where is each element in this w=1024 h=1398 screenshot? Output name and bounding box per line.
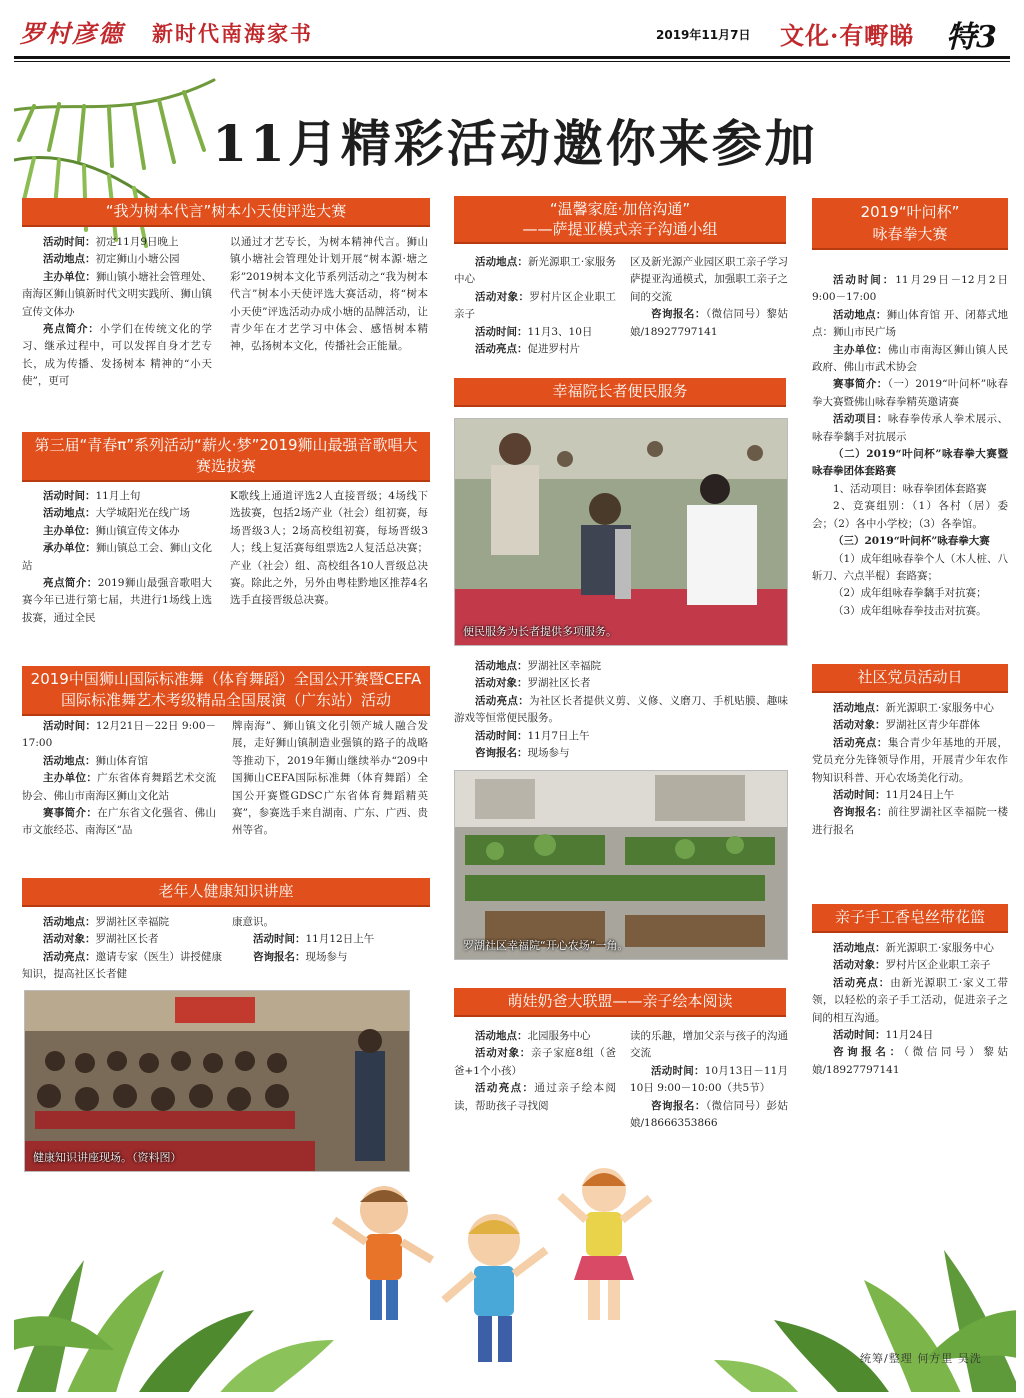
info-line: [22, 540, 212, 575]
info-label: 活动时间：: [43, 490, 96, 502]
section-body-health-right: [232, 914, 428, 966]
info-line: （3）成年组咏春拳技击对抗赛。: [833, 604, 987, 617]
paragraph: 读的乐趣，增加父亲与孩子的沟通交流: [630, 1030, 788, 1060]
info-label: 主办单位：: [833, 343, 888, 356]
newspaper-subtitle: 新时代南海家书: [152, 21, 313, 46]
info-line: [812, 940, 1008, 957]
main-title: 11月精彩活动邀你来参加: [212, 114, 818, 173]
section-header-soap-flower: 亲子手工香皂丝带花篮: [812, 904, 1008, 933]
photo-caption: 罗湖社区幸福院“开心农场”一角。: [463, 939, 629, 952]
info-line: （三）2019“叶问杯”咏春拳大赛: [833, 535, 990, 548]
info-value: 罗湖社区青少年群体: [885, 719, 980, 732]
photo-caption: 健康知识讲座现场。（资料图）: [33, 1151, 182, 1164]
section-body-tree-angel-right: [230, 234, 428, 356]
section-header-wing-chun: [812, 198, 1008, 250]
info-label: 主办单位：: [43, 524, 96, 537]
info-line: [22, 321, 212, 391]
photo-caption: 便民服务为长者提供多项服务。: [463, 625, 617, 638]
info-value: 邀请专家（医生）讲授健康知识，提高社区长者健: [22, 950, 222, 981]
info-value: 小学们在传统文化的学习、继承过程中，可以发挥自身才艺专长，成为传播、发扬树本 精神的“小天使”，更可: [22, 323, 213, 388]
info-line: [454, 341, 616, 358]
info-line: [22, 914, 222, 931]
info-label: 活动时间：: [43, 720, 96, 732]
info-label: 活动地点：: [475, 256, 528, 268]
section-header-family-communication: [454, 196, 786, 244]
lecture-photo: [24, 990, 410, 1172]
info-value: 10月13日－11月10日 9:00－10:00（共5节）: [630, 1064, 788, 1095]
info-value: 大学城阳光在线广场: [95, 507, 190, 520]
info-label: 咨询报名：: [833, 1046, 904, 1059]
info-value: 现场参与: [305, 950, 348, 963]
info-line: [22, 505, 212, 522]
info-line: [22, 805, 216, 840]
info-value: 为社区长者提供义剪、义修、义磨刀、手机贴膜、趣味游戏等恒常便民服务。: [454, 694, 789, 725]
header-line: ——萨提亚模式亲子沟通小组: [522, 220, 718, 238]
info-value: 罗湖社区幸福院: [527, 660, 601, 672]
info-label: 活动亮点：: [43, 950, 96, 963]
info-value: 北园服务中心: [527, 1030, 591, 1042]
header-line: “温馨家庭·加倍沟通”: [549, 200, 691, 218]
info-label: 活动对象：: [833, 959, 886, 972]
info-value: 狮山镇总工会、狮山文化站: [22, 542, 213, 572]
info-value: 由新光源职工·家义工带领，以轻松的亲子手工活动，促进亲子之间的相互沟通。: [812, 976, 1008, 1024]
section-body-reading-left: [454, 1028, 616, 1115]
info-label: 活动时间：: [475, 729, 528, 742]
info-label: 活动亮点：: [475, 694, 530, 707]
info-value: （一）2019“叶问杯”咏春拳大赛暨佛山咏春拳精英邀请赛: [812, 378, 1008, 408]
info-label: 活动对象：: [475, 290, 530, 303]
section-header-tree-angel: “我为树本代言”树本小天使评选大赛: [22, 198, 430, 227]
elder-service-photo: [454, 418, 788, 646]
masthead-rule-thin: [14, 61, 1010, 62]
info-label: 主办单位：: [43, 270, 96, 283]
info-label: 活动时间：: [833, 789, 886, 802]
info-line: [454, 693, 788, 728]
section-body-tree-angel-left: [22, 234, 212, 391]
info-line: [22, 523, 212, 540]
masthead: [0, 0, 1024, 66]
info-line: [812, 735, 1008, 787]
info-value: 罗湖社区幸福院: [95, 916, 169, 928]
section-body-dance-left: [22, 718, 216, 840]
info-line: [812, 787, 1008, 804]
info-line: [630, 1098, 788, 1133]
children-jumping-illustration: [314, 1150, 674, 1390]
info-line: [22, 718, 216, 753]
info-value: （微信同号）黎姑娘/18927797141: [812, 1046, 1009, 1076]
info-value: 11月7日上午: [527, 729, 590, 742]
info-label: 活动地点：: [475, 1030, 528, 1042]
info-value: （微信同号）黎姑娘/18927797141: [630, 308, 789, 338]
info-label: 活动亮点：: [833, 736, 888, 749]
editor-credit: 统筹/整理 何方里 吴洗: [860, 1352, 982, 1365]
paragraph: K歌线上通道评选2人直接晋级；4场线下选拔赛，包括2场产业（社会）组初赛，每场晋级3人；2场高校组初赛，每场晋级3人；线上复活赛每组票选2人复活总决赛；产业（社会）组、高校组各10人晋级总决赛。除此之外，另外由粤桂黔地区推荐4名选手直接晋级总决赛。: [230, 490, 428, 607]
header-line: 2019“叶问杯”: [860, 203, 960, 221]
info-label: 亮点简介：: [43, 323, 100, 336]
info-value: 促进罗村片: [527, 343, 580, 356]
info-value: 前往罗湖社区幸福院一楼进行报名: [812, 806, 1009, 836]
info-line: 1、活动项目：咏春拳团体套路赛: [833, 482, 987, 495]
info-line: [22, 575, 212, 627]
info-line: [812, 376, 1008, 411]
info-label: 咨询报名：: [475, 747, 528, 760]
section-body-reading-right: [630, 1028, 788, 1132]
info-line: [232, 949, 428, 966]
info-value: 2019狮山最强音歌唱大赛今年已进行第七届，共进行1场线上选拔赛，通过全民: [22, 577, 212, 624]
info-label: 承办单位：: [43, 542, 96, 555]
info-line: （2）成年组咏春拳黐手对抗赛；: [833, 587, 987, 600]
info-label: 活动亮点：: [475, 343, 528, 356]
info-value: 在广东省文化强省、佛山市文旅经芯、南海区“品: [22, 807, 217, 837]
info-label: 活动地点：: [833, 308, 887, 321]
info-value: 狮山镇宣传文体办: [95, 524, 180, 537]
info-value: 新光源职工·家服务中心: [454, 256, 617, 286]
info-label: 活动地点：: [43, 507, 96, 520]
feature-panel: [14, 70, 1016, 1392]
info-label: 活动时间：: [833, 274, 896, 286]
info-line: [22, 488, 212, 505]
info-value: 通过亲子绘本阅读，帮助孩子寻找阅: [454, 1082, 617, 1112]
info-value: 12月21日－22日 9:00－17:00: [22, 720, 217, 750]
info-line: [22, 269, 212, 321]
section-header-elder-service: 幸福院长者便民服务: [454, 378, 786, 407]
info-label: 活动时间：: [253, 933, 306, 946]
info-line: [812, 272, 1008, 307]
info-value: 罗湖社区长者: [95, 933, 159, 946]
info-line: [454, 658, 788, 675]
info-value: 11月24日上午: [885, 789, 955, 802]
info-line: （1）成年组咏春拳个人（木人桩、八斩刀、六点半棍）套路赛；: [812, 552, 1008, 582]
info-value: （微信同号）彭姑娘/18666353866: [630, 1099, 789, 1130]
info-line: [454, 675, 788, 692]
info-value: 咏春拳传承人拳术展示、咏春拳黐手对抗展示: [812, 413, 1009, 443]
farm-photo: [454, 770, 788, 960]
section-body-wing-chun: [812, 272, 1008, 620]
info-label: 活动地点：: [475, 660, 528, 672]
info-label: 活动时间：: [833, 1029, 886, 1042]
info-label: 活动时间：: [651, 1064, 705, 1077]
info-value: 现场参与: [527, 747, 570, 760]
section-body-family-left: [454, 254, 616, 358]
rooftop-farm-image: [455, 771, 788, 960]
info-value: 新光源职工·家服务中心: [885, 942, 994, 954]
issue-date: 2019年11月7日: [656, 28, 751, 42]
info-value: 新光源职工·家服务中心: [885, 702, 994, 714]
info-label: 活动地点：: [43, 754, 96, 767]
info-line: [454, 1028, 616, 1045]
section-header-health-lecture: 老年人健康知识讲座: [22, 878, 430, 907]
info-value: 亲子家庭8组（爸爸+1个小孩）: [454, 1047, 616, 1077]
info-line: [22, 753, 216, 770]
section-header-singing-contest: 第三届“青春π”系列活动“薪火·梦”2019狮山最强音歌唱大赛选拔赛: [22, 432, 430, 482]
section-body-elder-service: [454, 658, 788, 762]
section-header-party-day: 社区党员活动日: [812, 664, 1008, 693]
info-line: [812, 342, 1008, 377]
info-label: 赛事简介：: [833, 378, 888, 391]
info-line: [812, 307, 1008, 342]
info-value: 初定11月9日晚上: [95, 236, 179, 248]
masthead-rule: [14, 56, 1010, 59]
info-value: 狮山体育馆: [95, 754, 148, 767]
info-label: 咨询报名：: [833, 806, 888, 819]
info-label: 活动地点：: [43, 253, 96, 266]
info-value: 广东省体育舞蹈艺术交流协会、佛山市南海区狮山文化站: [22, 772, 217, 802]
info-line: [454, 289, 616, 324]
info-line: [22, 251, 212, 268]
info-line: [812, 700, 1008, 717]
info-label: 活动时间：: [43, 236, 96, 248]
info-label: 活动对象：: [475, 1047, 531, 1060]
lecture-audience-image: [25, 991, 410, 1172]
info-line: [454, 745, 788, 762]
info-line: [630, 1063, 788, 1098]
info-label: 活动亮点：: [833, 976, 891, 989]
info-line: [812, 717, 1008, 734]
info-value: 罗村片区企业职工亲子: [454, 290, 616, 321]
info-label: 活动地点：: [833, 702, 886, 714]
section-body-dance-right: [232, 718, 428, 840]
info-value: 狮山镇小塘社会管理处、南海区狮山镇新时代文明实践所、狮山镇宣传文体办: [22, 270, 213, 318]
info-label: 活动对象：: [475, 677, 528, 690]
section-body-soap-flower: [812, 940, 1008, 1079]
info-label: 亮点简介：: [43, 577, 98, 590]
info-label: 活动对象：: [43, 933, 96, 946]
info-label: 活动对象：: [833, 719, 886, 732]
info-line: [812, 804, 1008, 839]
paragraph: 区及新光源产业园区职工亲子学习萨提亚沟通模式，加强职工亲子之间的交流: [630, 256, 788, 303]
section-body-singing-left: [22, 488, 212, 627]
section-body-party-day: [812, 700, 1008, 839]
info-label: 赛事简介：: [43, 807, 98, 820]
info-value: 狮山体育馆 开、闭幕式地点：狮山市民广场: [812, 308, 1009, 339]
info-label: 活动亮点：: [475, 1082, 535, 1095]
info-value: 初定狮山小塘公园: [95, 253, 180, 266]
info-value: 11月12日上午: [305, 933, 375, 946]
info-value: 罗村片区企业职工亲子: [885, 959, 991, 972]
info-label: 活动时间：: [475, 325, 528, 338]
section-name: 文化·有嘢睇: [780, 21, 915, 50]
info-line: [812, 957, 1008, 974]
elder-service-image: [455, 419, 788, 646]
info-line: [812, 1027, 1008, 1044]
info-label: 活动地点：: [833, 942, 886, 954]
info-value: 集合青少年基地的开展，党员充分先锋领导作用，开展青少年农作物知识科普、开心农场美化行动。: [812, 736, 1009, 784]
info-label: 咨询报名：: [651, 1099, 706, 1112]
info-value: 佛山市南海区狮山镇人民政府、佛山市武术协会: [812, 343, 1009, 374]
header-line: 咏春拳大赛: [872, 225, 948, 243]
info-label: 主办单位：: [43, 772, 98, 785]
info-line: [22, 949, 222, 984]
info-line: [454, 254, 616, 289]
info-line: [232, 931, 428, 948]
info-line: [812, 975, 1008, 1027]
paragraph: 康意识。: [232, 916, 274, 928]
section-header-picture-book-reading: 萌娃奶爸大联盟——亲子绘本阅读: [454, 988, 786, 1017]
newspaper-logo: 罗村彦德: [20, 19, 124, 48]
info-line: [454, 324, 616, 341]
info-label: 活动地点：: [43, 916, 96, 928]
info-line: [454, 1045, 616, 1080]
info-line: [22, 770, 216, 805]
info-line: 2、竞赛组别：（1）各村（居）委会；（2）各中小学校；（3）各拳馆。: [812, 500, 1008, 530]
info-value: 11月24日: [885, 1029, 934, 1042]
paragraph: 以通过才艺专长，为树本精神代言。狮山镇小塘社会管理处计划开展“树本源·塘之彩”2019树本文化节系列活动之“我为树本代言”树本小天使评选大赛活动，将“树本小天使”评选活动办成小塘的品牌活动，让青少年在才艺学习中体会、感悟树本精神，弘扬树本文化，传播社会正能量。: [230, 236, 428, 353]
info-line: [22, 234, 212, 251]
info-label: 咨询报名：: [651, 308, 706, 321]
info-label: 活动项目：: [833, 413, 888, 426]
info-value: 罗湖社区长者: [527, 677, 591, 690]
section-body-health-left: [22, 914, 222, 984]
info-line: [812, 411, 1008, 446]
info-value: 11月上旬: [95, 490, 141, 502]
info-line: [22, 931, 222, 948]
info-line: [812, 1044, 1008, 1079]
section-header-dance-contest: 2019中国狮山国际标准舞（体育舞蹈）全国公开赛暨CEFA国际标准舞艺术考级精品全国展演（广东站）活动: [22, 666, 430, 716]
info-line: （二）2019“叶问杯”咏春拳大赛暨咏春拳团体套路赛: [812, 448, 1008, 478]
paragraph: 牌南海”、狮山镇文化引领产城人融合发展，走好狮山镇制造业强镇的路子的战略等推动下，2019年狮山继续举办“209中国狮山CEFA国际标准舞（体育舞蹈）全国公开赛暨GDSC广东省体育舞蹈精英赛”，参赛选手来自湖南、广东、广西、贵州等省。: [232, 720, 428, 837]
info-label: 咨询报名：: [253, 950, 306, 963]
info-value: 11月29日－12月2日 9:00－17:00: [812, 274, 1009, 304]
info-line: [454, 728, 788, 745]
info-line: [630, 306, 788, 341]
section-body-singing-right: [230, 488, 428, 610]
info-value: 11月3、10日: [527, 325, 593, 338]
info-line: [454, 1080, 616, 1115]
page-number: 特3: [946, 20, 997, 55]
section-body-family-right: [630, 254, 788, 341]
